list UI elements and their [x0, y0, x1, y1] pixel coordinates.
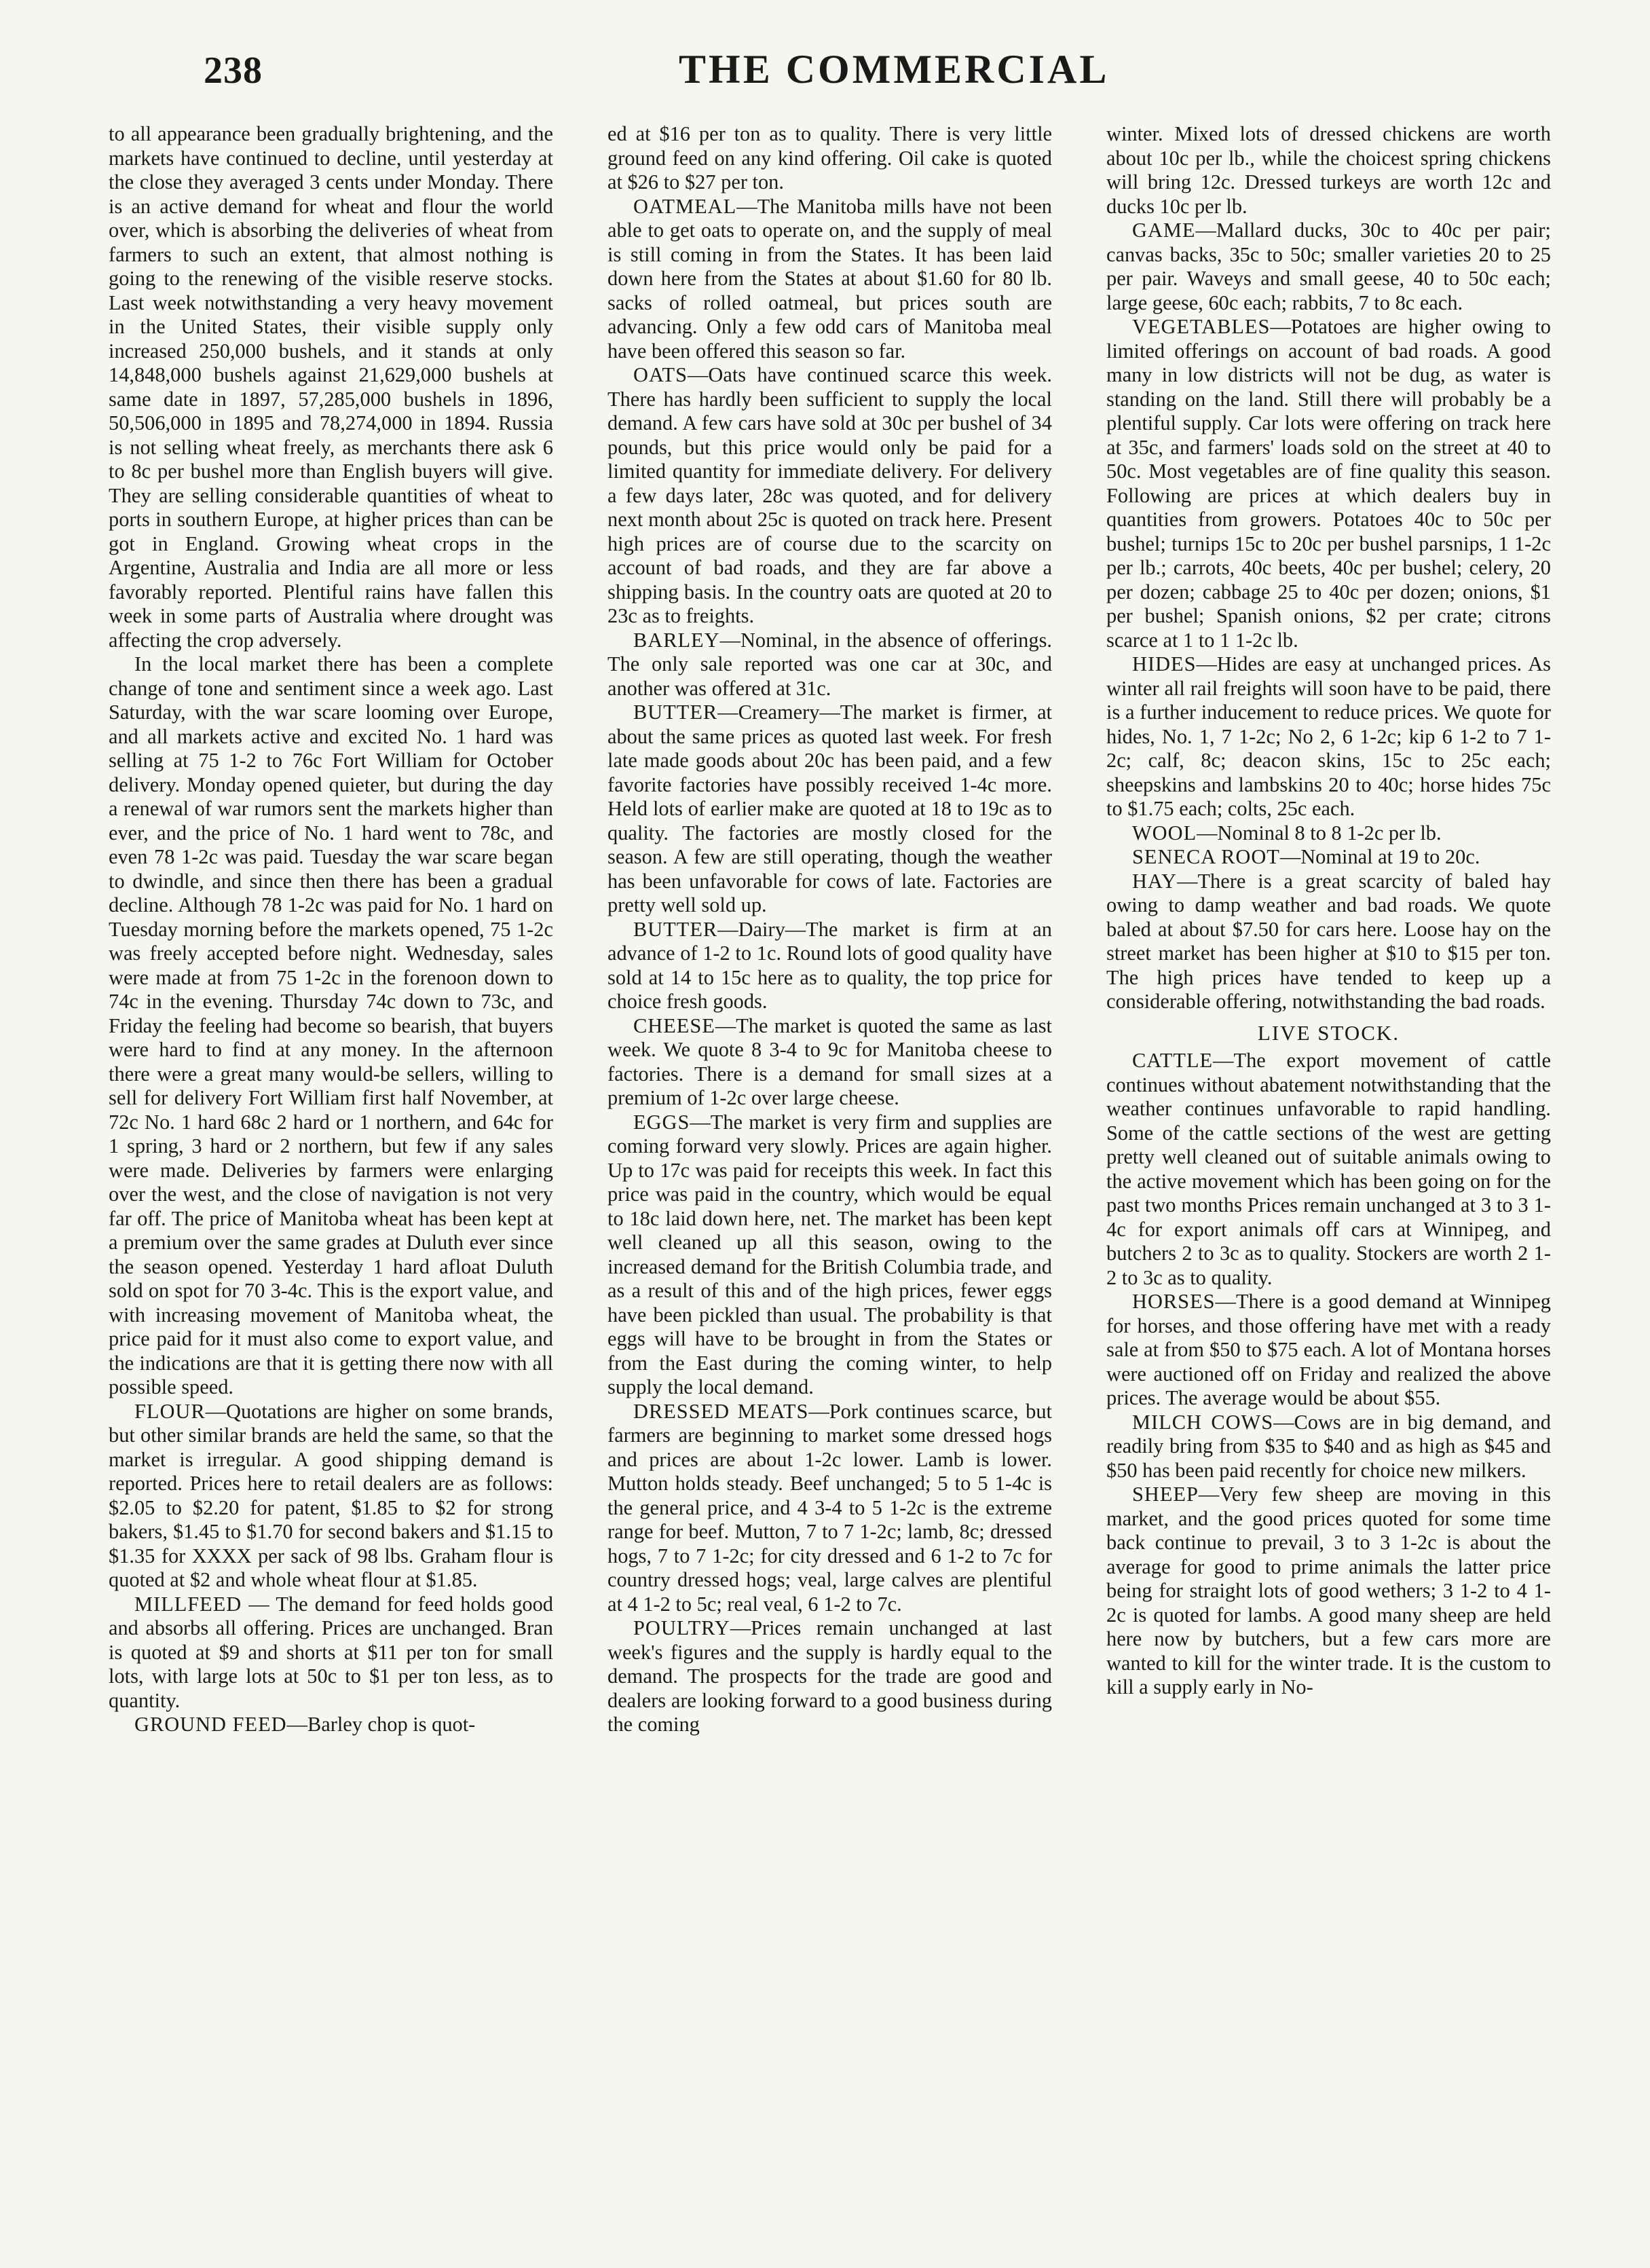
market-paragraph	[109, 1593, 553, 1713]
column-1	[109, 122, 553, 2240]
market-paragraph	[1106, 1049, 1551, 1290]
paragraph-text: —Creamery—The market is firmer, at about the same prices as quoted last week. For fresh late made goods about 20c has been paid, and a few favorite factories have possibly received 1-4c more. Held lots of earlier make are quoted at 18 to 19c as to quality. The factories are mostly closed for the season. A few are still operating, though the weather has been unfavorable for cows of late. Factories are pretty well sold up.	[607, 701, 1052, 916]
paragraph-lead: OATMEAL	[633, 194, 737, 218]
paragraph-text: In the local market there has been a complete change of tone and sentiment since a week ago. Last Saturday, with the war scare looming over Europe, and all markets active and excited No. 1 hard was selling at 75 1-2 to 76c Fort William for October delivery. Monday opened quieter, but during the day a renewal of war rumors sent the markets higher than ever, and the price of No. 1 hard went to 78c, and even 78 1-2c was paid. Tuesday the war scare began to dwindle, and since then there has been a gradual decline. Although 78 1-2c was paid for No. 1 hard on Tuesday morning before the markets opened, 75 1-2c was freely accepted before night. Wednesday, sales were made at from 75 1-2c in the forenoon down to 74c in the evening. Thursday 74c down to 73c, and Friday the feeling had become so bearish, that buyers were hard to find at any money. In the afternoon there were a great many would-be sellers, willing to sell for delivery Fort William first half November, at 72c No. 1 hard 68c 2 hard or 1 northern, and 64c for 1 spring, 3 hard or 2 northern, but few if any sales were made. Deliveries by farmers were enlarging over the west, and the close of navigation is not very far off. The price of Manitoba wheat has been kept at a premium over the same grades at Duluth ever since the season opened. Yesterday 1 hard afloat Duluth sold on spot for 70 3-4c. This is the export value, and with increasing movement of Manitoba wheat, the price paid for it must also come to export value, and the indications are that it is getting there now with all possible speed.	[109, 652, 553, 1398]
market-paragraph	[607, 1400, 1052, 1617]
market-paragraph	[607, 1111, 1052, 1400]
market-paragraph	[607, 195, 1052, 364]
paragraph-text: —Dairy—The market is firm at an advance of 1-2 to 1c. Round lots of good quality have sold at 14 to 15c here as to quality, the top price for choice fresh goods.	[607, 917, 1052, 1013]
paragraph-text: —The Manitoba mills have not been able to get oats to operate on, and the supply of meal is still coming in from the States. It has been laid down here from the States at about $1.60 for 80 lb. sacks of rolled oatmeal, but prices south are advancing. Only a few odd cars of Manitoba meal have been offered this season so far.	[607, 194, 1052, 362]
market-paragraph	[1106, 821, 1551, 846]
market-paragraph	[607, 918, 1052, 1014]
market-paragraph	[1106, 845, 1551, 870]
market-paragraph	[109, 1400, 553, 1593]
market-paragraph	[1106, 315, 1551, 652]
market-paragraph	[607, 1014, 1052, 1111]
paragraph-text: —Mallard ducks, 30c to 40c per pair; canvas backs, 35c to 50c; smaller varieties 20 to 25 per pair. Waveys and small geese, 40 to 50c each; large geese, 60c each; rabbits, 7 to 8c each.	[1106, 219, 1551, 314]
paragraph-lead: FLOUR	[134, 1399, 206, 1423]
paragraph-text: —Nominal at 19 to 20c.	[1279, 845, 1480, 868]
paragraph-lead: DRESSED MEATS	[633, 1399, 809, 1423]
market-paragraph	[607, 629, 1052, 701]
paragraph-text: —Prices remain unchanged at last week's figures and the supply is hardly equal to the demand. The prospects for the trade are good and dealers are looking forward to a good business during the coming	[607, 1616, 1052, 1736]
paragraph-lead: POULTRY	[633, 1616, 730, 1639]
paragraph-text: —The market is very firm and supplies are coming forward very slowly. Prices are again higher. Up to 17c was paid for receipts this week. In fact this price was paid in the country, which would be equal to 18c laid down here, net. The market has been kept well cleaned up all this season, owing to the increased demand for the British Columbia trade, and as a result of this and of the high prices, fewer eggs have been pickled than usual. The probability is that eggs will have to be brought in from the States or from the East during the coming winter, to help supply the local demand.	[607, 1110, 1052, 1398]
paragraph-lead: HORSES	[1132, 1290, 1216, 1313]
market-paragraph	[109, 1713, 553, 1737]
market-paragraph	[1106, 1483, 1551, 1700]
paragraph-lead: CHEESE	[633, 1014, 715, 1037]
paragraph-text: —The export movement of cattle continues without abatement notwithstanding that the weather continues unfavorable to rapid handling. Some of the cattle sections of the west are getting pretty well cleaned out of suitable animals owing to the active movement which has been going on for the past two months Prices remain unchanged at 3 to 3 1-4c for export animals off cars at Winnipeg, and butchers 2 to 3c as to quality. Stockers are worth 2 1-2 to 3c as to quality.	[1106, 1049, 1551, 1289]
paragraph-lead: GAME	[1132, 219, 1196, 242]
paragraph-lead: MILLFEED	[134, 1592, 242, 1616]
section-heading: LIVE STOCK.	[1257, 1020, 1400, 1045]
market-paragraph	[109, 652, 553, 1400]
column-2	[607, 122, 1052, 2240]
column-3	[1106, 122, 1551, 2240]
page-title: THE COMMERCIAL	[679, 47, 1110, 92]
paragraph-lead: GROUND FEED	[134, 1713, 287, 1736]
paragraph-lead: VEGETABLES	[1132, 315, 1271, 338]
paragraph-text: —Nominal 8 to 8 1-2c per lb.	[1197, 821, 1442, 844]
paragraph-lead: BUTTER	[633, 701, 718, 724]
paragraph-text: —There is a great scarcity of baled hay owing to damp weather and bad roads. We quote baled at about $7.50 for cars here. Loose hay on the street market has been higher at $10 to $15 per ton. The high prices have tended to keep up a considerable offering, notwithstanding the bad roads.	[1106, 869, 1551, 1013]
paragraph-lead: SENECA ROOT	[1132, 845, 1280, 868]
paragraph-text: —Nominal, in the absence of offerings. The only sale reported was one car at 30c, and another was offered at 31c.	[607, 628, 1052, 700]
paragraph-text: —Oats have continued scarce this week. There has hardly been sufficient to supply the local demand. A few cars have sold at 30c per bushel of 34 pounds, but this price would only be paid for a limited quantity for immediate delivery. For delivery a few days later, 28c was quoted, and for delivery next month about 25c is quoted on track here. Present high prices are of course due to the scarcity on account of bad roads, and they are far above a shipping basis. In the country oats are quoted at 20 to 23c as to freights.	[607, 363, 1052, 627]
market-paragraph	[109, 122, 553, 652]
market-paragraph	[607, 1616, 1052, 1737]
paragraph-lead: HIDES	[1132, 652, 1197, 675]
paragraph-lead: BUTTER	[633, 917, 718, 941]
paragraph-text: ed at $16 per ton as to quality. There is very little ground feed on any kind offering. Oil cake is quoted at $26 to $27 per ton.	[607, 122, 1052, 193]
market-paragraph	[607, 701, 1052, 918]
paragraph-text: to all appearance been gradually brightening, and the markets have continued to decline, until yesterday at the close they averaged 3 cents under Monday. There is an active demand for wheat and flour the world over, which is absorbing the deliveries of wheat from farmers to such an extent, that almost nothing is going to the renewing of the visible reserve stocks. Last week notwithstanding a very heavy movement in the United States, their visible supply only increased 250,000 bushels, and it stands at only 14,848,000 bushels against 21,629,000 bushels at same date in 1897, 57,285,000 bushels in 1896, 50,506,000 in 1895 and 78,274,000 in 1894. Russia is not selling wheat freely, as merchants there ask 6 to 8c per bushel more than English buyers will give. They are selling considerable quantities of wheat to ports in southern Europe, at higher prices than can be got in England. Growing wheat crops in the Argentine, Australia and India are all more or less favorably reported. Plentiful rains have fallen this week in some parts of Australia where drought was affecting the crop adversely.	[109, 122, 553, 652]
paragraph-text: — The demand for feed holds good and absorbs all offering. Prices are unchanged. Bran is quoted at $9 and shorts at $11 per ton for small lots, with large lots at 50c to $1 per ton less, as to quantity.	[109, 1592, 553, 1712]
paragraph-text: —Hides are easy at unchanged prices. As winter all rail freights will soon have to be paid, there is a further inducement to reduce prices. We quote for hides, No. 1, 7 1-2c; No 2, 6 1-2c; kip 6 1-2 to 7 1-2c; calf, 8c; deacon skins, 15c to 25c each; sheepskins and lambskins 20 to 40c; horse hides 75c to $1.75 each; colts, 25c each.	[1106, 652, 1551, 820]
paragraph-text: —Potatoes are higher owing to limited offerings on account of bad roads. A good many in low districts will not be dug, as water is standing on the land. Still there will probably be a plentiful supply. Car lots were offering on track here at 35c, and farmers' loads sold on the street at 40 to 50c. Most vegetables are of fine quality this season. Following are prices at which dealers buy in quantities from growers. Potatoes 40c to 50c per bushel; turnips 15c to 20c per bushel parsnips, 1 1-2c per lb.; carrots, 40c beets, 40c per bushel; celery, 20 per dozen; cabbage 25 to 40c per dozen; onions, $1 per bushel; Spanish onions, $2 per crate; citrons scarce at 1 to 1 1-2c lb.	[1106, 315, 1551, 652]
paragraph-text: —Cows are in big demand, and readily bring from $35 to $40 and as high as $45 and $50 has been paid recently for choice new milkers.	[1106, 1410, 1551, 1482]
paragraph-lead: OATS	[633, 363, 688, 386]
paragraph-lead: WOOL	[1132, 821, 1197, 844]
market-paragraph	[1106, 122, 1551, 219]
article-columns	[109, 122, 1551, 2254]
paragraph-text: —Barley chop is quot-	[286, 1713, 476, 1736]
paragraph-lead: CATTLE	[1132, 1049, 1214, 1072]
paragraph-text: winter. Mixed lots of dressed chickens are worth about 10c per lb., while the choicest spring chickens will bring 12c. Dressed turkeys are worth 12c and ducks 10c per lb.	[1106, 122, 1551, 218]
paragraph-text: —Very few sheep are moving in this market, and the good prices quoted for some time back continue to prevail, 3 to 3 1-2c is about the average for good to prime animals the latter price being for straight lots of good wethers; 3 1-2 to 4 1-2c is quoted for lambs. A good many sheep are held here now by butchers, but a few cars more are wanted to kill for the winter trade. It is the custom to kill a supply early in No-	[1106, 1483, 1551, 1698]
market-paragraph	[607, 122, 1052, 195]
paragraph-lead: EGGS	[633, 1110, 690, 1134]
market-paragraph	[1106, 1411, 1551, 1483]
paragraph-lead: SHEEP	[1132, 1483, 1199, 1506]
market-paragraph	[1106, 1290, 1551, 1411]
market-paragraph	[1106, 219, 1551, 315]
paragraph-lead: HAY	[1132, 869, 1178, 893]
paragraph-lead: MILCH COWS	[1132, 1410, 1274, 1434]
market-paragraph	[1106, 870, 1551, 1014]
page-number: 238	[204, 50, 263, 92]
paragraph-text: —There is a good demand at Winnipeg for horses, and those offering have met with a ready sale at from $50 to $75 each. A lot of Montana horses were auctioned off on Friday and realized the above prices. The average would be about $55.	[1106, 1290, 1551, 1409]
paragraph-text: —Pork continues scarce, but farmers are beginning to market some dressed hogs and prices are about 1-2c lower. Lamb is lower. Mutton holds steady. Beef unchanged; 5 to 5 1-4c is the general price, and 4 3-4 to 5 1-2c is the extreme range for beef. Mutton, 7 to 7 1-2c; lamb, 8c; dressed hogs, 7 to 7 1-2c; for city dressed and 6 1-2 to 7c for country dressed hogs; veal, large calves are plentiful at 4 1-2 to 5c; real veal, 6 1-2 to 7c.	[607, 1399, 1052, 1616]
market-paragraph	[607, 363, 1052, 629]
paragraph-text: —The market is quoted the same as last week. We quote 8 3-4 to 9c for Manitoba cheese to factories. There is a demand for small sizes at a premium of 1-2c over large cheese.	[607, 1014, 1052, 1109]
paragraph-lead: BARLEY	[633, 628, 720, 652]
market-paragraph	[1106, 652, 1551, 821]
paragraph-text: —Quotations are higher on some brands, but other similar brands are held the same, so that the market is irregular. A good shipping demand is reported. Prices here to retail dealers are as follows: $2.05 to $2.20 for patent, $1.85 to $2 for strong bakers, $1.45 to $1.70 for second bakers and $1.15 to $1.35 for XXXX per sack of 98 lbs. Graham flour is quoted at $2 and whole wheat flour at $1.85.	[109, 1399, 553, 1591]
